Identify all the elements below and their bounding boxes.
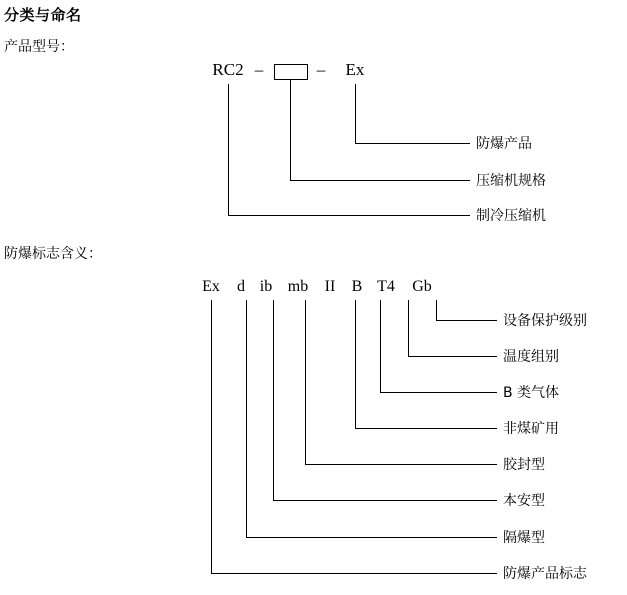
ex-desc-equipment-protection-level: 设备保护级别	[503, 313, 587, 329]
leader-line-t4-vertical	[408, 300, 409, 356]
section-label-ex-mark: 防爆标志含义：	[4, 246, 102, 262]
leader-line-b-horizontal	[380, 392, 497, 393]
leader-line-ex-horizontal	[355, 143, 470, 144]
ex-token-ii: II	[324, 278, 336, 295]
ex-desc-explosion-proof-mark: 防爆产品标志	[503, 566, 587, 582]
ex-desc-encapsulation: 胶封型	[503, 457, 545, 473]
leader-line-b-vertical	[380, 300, 381, 392]
model-token-dash-2: –	[316, 60, 326, 79]
ex-desc-intrinsic-safety: 本安型	[503, 493, 545, 509]
ex-token-b: B	[351, 278, 363, 295]
model-token-rc2: RC2	[212, 60, 244, 79]
leader-line-mb-vertical	[305, 300, 306, 464]
ex-desc-temperature-class: 温度组别	[503, 349, 559, 365]
model-desc-refrigeration-compressor: 制冷压缩机	[476, 208, 546, 224]
leader-line-spec-horizontal	[290, 180, 470, 181]
ex-token-t4: T4	[377, 278, 395, 295]
leader-line-exmark-horizontal	[211, 573, 497, 574]
leader-line-ib-horizontal	[273, 500, 497, 501]
model-desc-compressor-spec: 压缩机规格	[476, 173, 546, 189]
leader-line-mb-horizontal	[305, 464, 497, 465]
page-title: 分类与命名	[4, 6, 82, 24]
leader-line-d-horizontal	[246, 537, 497, 538]
leader-line-gb-horizontal	[436, 320, 497, 321]
leader-line-exmark-vertical	[211, 300, 212, 573]
leader-line-rc2-horizontal	[228, 215, 470, 216]
leader-line-t4-horizontal	[408, 356, 497, 357]
ex-token-ib: ib	[259, 278, 273, 295]
model-token-dash-1: –	[254, 60, 264, 79]
ex-desc-gas-group-b: B 类气体	[503, 385, 560, 401]
model-token-ex: Ex	[345, 60, 365, 79]
leader-line-spec-vertical	[290, 80, 291, 180]
leader-line-ii-vertical	[355, 300, 356, 428]
ex-token-gb: Gb	[412, 278, 432, 295]
leader-line-ib-vertical	[273, 300, 274, 500]
leader-line-ii-horizontal	[355, 428, 497, 429]
leader-line-gb-vertical	[436, 300, 437, 320]
ex-desc-flameproof: 隔爆型	[503, 530, 545, 546]
ex-token-mb: mb	[287, 278, 309, 295]
ex-token-d: d	[237, 278, 245, 295]
ex-desc-non-mining: 非煤矿用	[503, 421, 559, 437]
model-desc-explosion-proof: 防爆产品	[476, 136, 532, 152]
ex-token-ex: Ex	[202, 278, 220, 295]
model-token-spec-box	[274, 64, 308, 80]
leader-line-ex-vertical	[355, 84, 356, 143]
leader-line-rc2-vertical	[228, 84, 229, 215]
section-label-product-model: 产品型号：	[4, 39, 74, 55]
leader-line-d-vertical	[246, 300, 247, 537]
